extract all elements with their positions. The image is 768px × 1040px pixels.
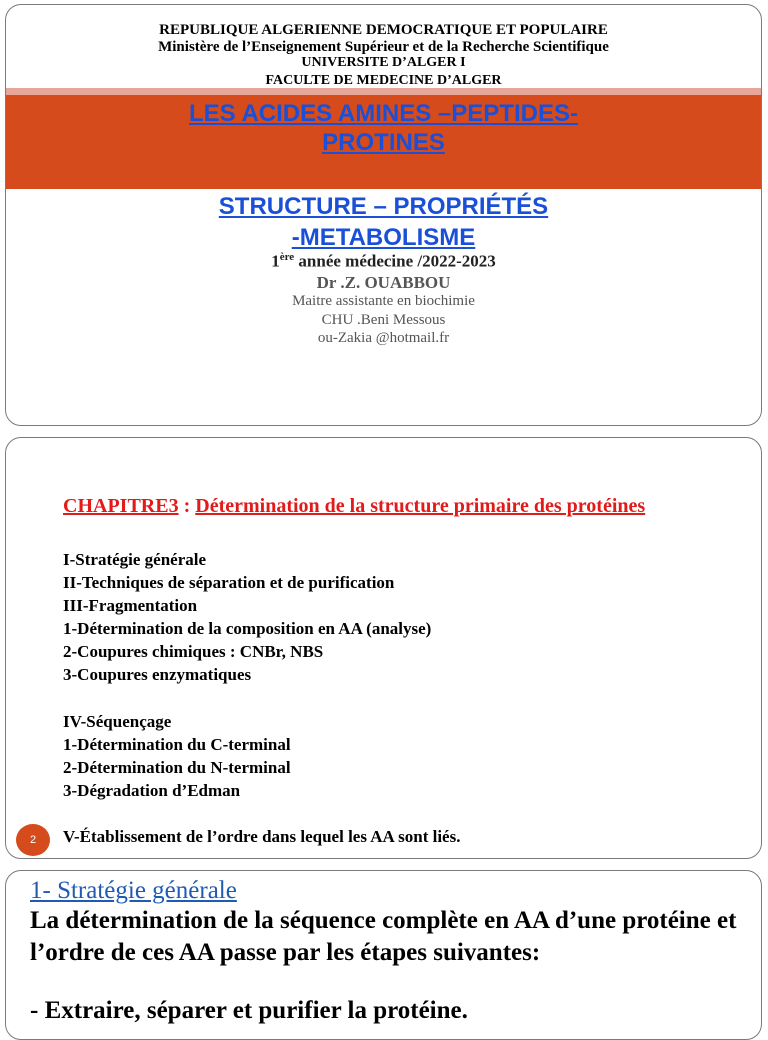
chapter-separator: : (178, 495, 196, 517)
course-title-line1[interactable]: LES ACIDES AMINES –PEPTIDES- (189, 100, 578, 127)
section-paragraph: La détermination de la séquence complète en AA d’une protéine et l’ordre de ces AA passe par les étapes suivantes: (30, 907, 737, 966)
outline-slide (5, 437, 762, 859)
author-hospital: CHU .Beni Messous (321, 312, 446, 328)
academic-year (6, 251, 761, 272)
year-prefix: 1 (271, 251, 280, 271)
course-subtitle-line1[interactable]: STRUCTURE – PROPRIÉTÉS (218, 193, 549, 220)
author-name: Dr .Z. OUABBOU (316, 273, 451, 292)
outline-item: 1-Détermination de la composition en AA (analyse) (63, 619, 432, 638)
outline-item: 2-Détermination du N-terminal (63, 758, 291, 777)
outline-item: 3-Coupures enzymatiques (63, 665, 252, 684)
outline-item: I-Stratégie générale (63, 550, 207, 569)
strategy-slide (5, 870, 762, 1040)
header-ministry: Ministère de l’Enseignement Supérieur et de la Recherche Scientifique (158, 39, 609, 55)
accent-strip (6, 88, 761, 95)
year-superscript: ère (279, 251, 295, 263)
header-faculty: FACULTE DE MEDECINE D’ALGER (265, 73, 502, 88)
author-email: ou-Zakia @hotmail.fr (317, 330, 450, 346)
step-bullet: - Extraire, séparer et purifier la protéine. (30, 997, 468, 1024)
chapter-title: Détermination de la structure primaire des protéines (195, 495, 646, 517)
title-slide (5, 4, 762, 426)
course-title-line2[interactable]: PROTINES (322, 129, 445, 156)
header-university: UNIVERSITE D’ALGER I (301, 55, 466, 70)
section-title[interactable]: 1- Stratégie générale (30, 877, 237, 904)
author-role: Maitre assistante en biochimie (292, 293, 475, 309)
year-rest: année médecine /2022-2023 (294, 251, 496, 271)
header-republic: REPUBLIQUE ALGERIENNE DEMOCRATIQUE ET POPULAIRE (159, 22, 608, 38)
course-subtitle[interactable] (6, 191, 761, 253)
page-number-badge: 2 (16, 824, 50, 856)
chapter-label: CHAPITRE3 (63, 495, 179, 517)
outline-item: 2-Coupures chimiques : CNBr, NBS (63, 642, 324, 661)
course-title[interactable] (6, 99, 761, 157)
course-subtitle-line2[interactable]: -METABOLISME (291, 224, 476, 251)
outline-list-part1 (63, 548, 431, 686)
outline-item: 1-Détermination du C-terminal (63, 735, 291, 754)
outline-list-part2 (63, 710, 291, 802)
outline-item: III-Fragmentation (63, 596, 198, 615)
outline-item: 3-Dégradation d’Edman (63, 781, 241, 800)
outline-item-last: V-Établissement de l’ordre dans lequel les AA sont liés. (63, 827, 461, 846)
outline-item: IV-Séquençage (63, 712, 172, 731)
chapter-heading (63, 495, 645, 518)
outline-item: II-Techniques de séparation et de purification (63, 573, 395, 592)
